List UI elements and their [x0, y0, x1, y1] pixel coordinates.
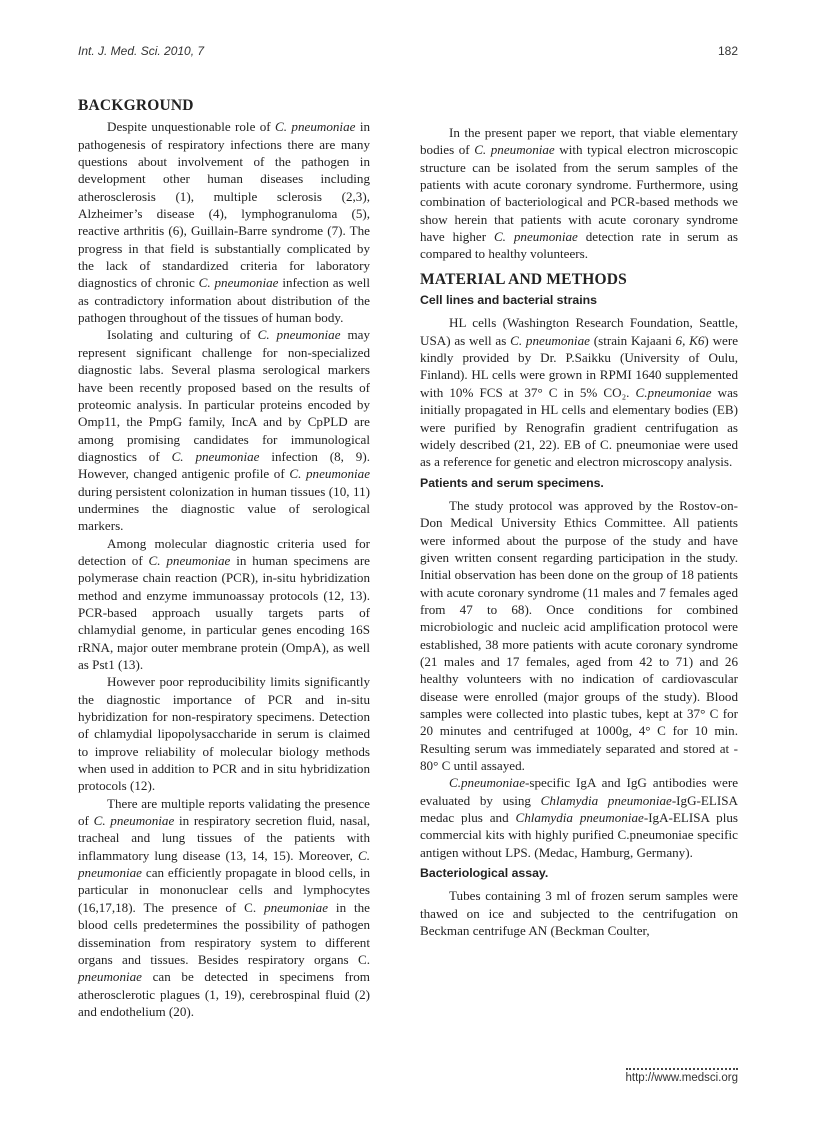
subsection-heading: Patients and serum specimens. [420, 475, 604, 490]
text-run: -specific IgA and IgG antibodies were evaluated by using [420, 775, 738, 808]
text-run: Despite unquestionable role of [107, 119, 276, 135]
text-run: However poor reproducibility limits significantly the diagnostic importance of PCR and in-situ hybridization for non-respiratory specimens. Detection of chlamydial lipopolysaccharide in serum is claimed to improve reliability of molecular biology methods when used in addition to PCR and in situ hybridization protocols (12). [78, 674, 370, 794]
text-run: Isolating and culturing of [107, 327, 258, 343]
section-heading: MATERIAL AND METHODS [420, 270, 627, 288]
text-run: with typical electron microscopic structure can be isolated from the serum samples of the patients with acute coronary syndrome. Furthermore, using combination of bacteriological and PCR-based methods we show herein that patients with acute coronary syndrome have higher [420, 142, 738, 245]
italic-term: C.pneumoniae [635, 384, 712, 400]
paragraph [78, 535, 370, 674]
text-run: in pathogenesis of respiratory infections there are many questions about involvement of the pathogen in development other human diseases including atherosclerosis (1), multiple sclerosis (2,3), Alzheimer’s disease (4), lymphogranuloma (5), reactive arthritis (6), Guillain-Barre syndrome (7). The progress in that field is substantially complicated by the lack of standardized criteria for laboratory diagnostics of chronic [78, 119, 370, 291]
journal-citation: Int. J. Med. Sci. 2010, 7 [78, 44, 205, 58]
italic-term: C. pneumoniae [493, 229, 578, 245]
text-run: -IgG-ELISA medac plus and [420, 792, 738, 826]
text-run: was initially propagated in HL cells and elementary bodies (EB) were purified by Renografin gradient centrifugation as widely described (21, 22). EB of C. pneumoniae were used as a reference for genetic and electron microscopy analysis. [420, 384, 738, 470]
text-run: HL cells (Washington Research Foundation, Seattle, USA) as well as [420, 315, 738, 348]
italic-term: C. pneumoniae [257, 327, 341, 343]
subsection-heading: Bacteriological assay. [420, 866, 549, 881]
footer-url: http://www.medsci.org [626, 1068, 738, 1084]
text-run: in human specimens are polymerase chain reaction (PCR), in-situ hybridization method and enzyme immunoassay protocols (12, 13). PCR-based approach usually targets parts of chlamydial genome, in particular genes encoding 16S rRNA, major outer membrane protein (OmpA), as well as Pst1 (13). [78, 552, 370, 672]
italic-term: C. pneumoniae [275, 119, 356, 135]
page-number: 182 [717, 44, 738, 58]
italic-term: C. pneumoniae [510, 332, 590, 348]
italic-term: pneumoniae [264, 899, 329, 915]
text-run: in respiratory secretion fluid, nasal, tracheal and lung tissues of the patients with inflammatory lung disease (13, 14, 15). Moreover, [78, 813, 370, 863]
text-run: infection (8, 9). However, changed antigenic profile of [78, 448, 370, 482]
paragraph [420, 774, 738, 861]
italic-term: 6, K6 [675, 332, 705, 348]
text-run: in the blood cells predetermines the possibility of pathogen dissemination from respiratory system to different organs and tissues. Besides respiratory organs C. [78, 899, 370, 967]
italic-term: C. pneumoniae [198, 275, 279, 291]
paragraph [420, 314, 738, 470]
paragraph [420, 124, 738, 263]
subsection-heading: Cell lines and bacterial strains [420, 293, 598, 308]
text-run: (strain Kajaani [589, 332, 676, 348]
italic-term: C. pneumoniae [289, 466, 371, 482]
text-run: In the present paper we report, that viable elementary bodies of [420, 125, 738, 158]
text-run: infection as well as contradictory information about distribution of the pathogen throughout of the tissues of human body. [78, 275, 371, 326]
italic-term: C. pneumoniae [148, 552, 231, 568]
text-run: during persistent colonization in human tissues (10, 11) undermines the diagnostic value of serological markers. [78, 483, 370, 534]
right-column [420, 124, 738, 939]
text-run: There are multiple reports validating the presence of [78, 795, 370, 829]
text-run: can efficiently propagate in blood cells, in particular in mononuclear cells and lymphocytes (16,17,18). The presence of C. [78, 865, 370, 915]
italic-term: C. pneumoniae [93, 813, 175, 829]
paragraph [420, 497, 738, 775]
text-run: can be detected in specimens from atherosclerotic plagues (1, 19), cerebrospinal fluid (2) and endothelium (20). [78, 969, 370, 1019]
section-heading: BACKGROUND [78, 97, 194, 114]
text-run: Among molecular diagnostic criteria used for detection of [78, 535, 370, 568]
left-column [78, 97, 370, 1020]
paragraph [78, 118, 370, 326]
italic-term: Chlamydia pneumoniae [515, 810, 644, 826]
italic-term: Chlamydia pneumoniae [540, 792, 672, 808]
text-run: The study protocol was approved by the Rostov-on- Don Medical University Ethics Committee. All patients were informed about the purpose of the study and have given written consent regarding participation in the study. Initial observation has been done on the group of 18 patients with acute coronary syndrome (11 males and 7 females aged from 47 to 68). Once conditions for combined microbiologic and nucleic acid amplification protocol were established, 38 more patients with acute coronary syndrome (21 males and 17 females, aged from 42 to 71) and 26 healthy volunteers with no indication of cardiovascular disease were enrolled (major groups of the study). Blood samples were collected into plastic tubes, kept at 37° C for 20 minutes and centrifuged at 1000g, 4° C for 10 min. Resulting serum was immediately separated and stored at - 80° C until assayed. [420, 497, 738, 774]
text-run: ) were kindly provided by Dr. P.Saikku (University of Oulu, Finland). HL cells were grown in RPMI 1640 supplemented with 10% FCS at 37° C in 5% CO₂. [420, 332, 739, 400]
italic-term: C. pneumoniae [171, 448, 260, 464]
paragraph [78, 795, 370, 1020]
paragraph [78, 673, 370, 794]
paragraph [420, 887, 738, 939]
italic-term: C. pneumoniae [78, 847, 370, 881]
italic-term: C. pneumoniae [474, 142, 555, 158]
italic-term: C.pneumoniae [449, 775, 526, 791]
paragraph [78, 326, 370, 534]
text-run: -IgA-ELISA plus commercial kits with highly purified C.pneumoniae specific antigen without LPS. (Medac, Hamburg, Germany). [420, 810, 738, 860]
text-run: may represent significant challenge for non-specialized diagnostic labs. Several plasma serological markers have been recently proposed based on the results of proteomic analysis. In particular proteins encoded by Omp11, the PmpG family, IncA and by CpPLD are among promising candidates for immunological diagnostics of [78, 327, 370, 464]
text-run: detection rate in serum as compared to healthy volunteers. [420, 229, 739, 262]
text-run: Tubes containing 3 ml of frozen serum samples were thawed on ice and subjected to the centrifugation on Beckman centrifuge AN (Beckman Coulter, [420, 888, 738, 939]
italic-term: pneumoniae [78, 969, 142, 985]
